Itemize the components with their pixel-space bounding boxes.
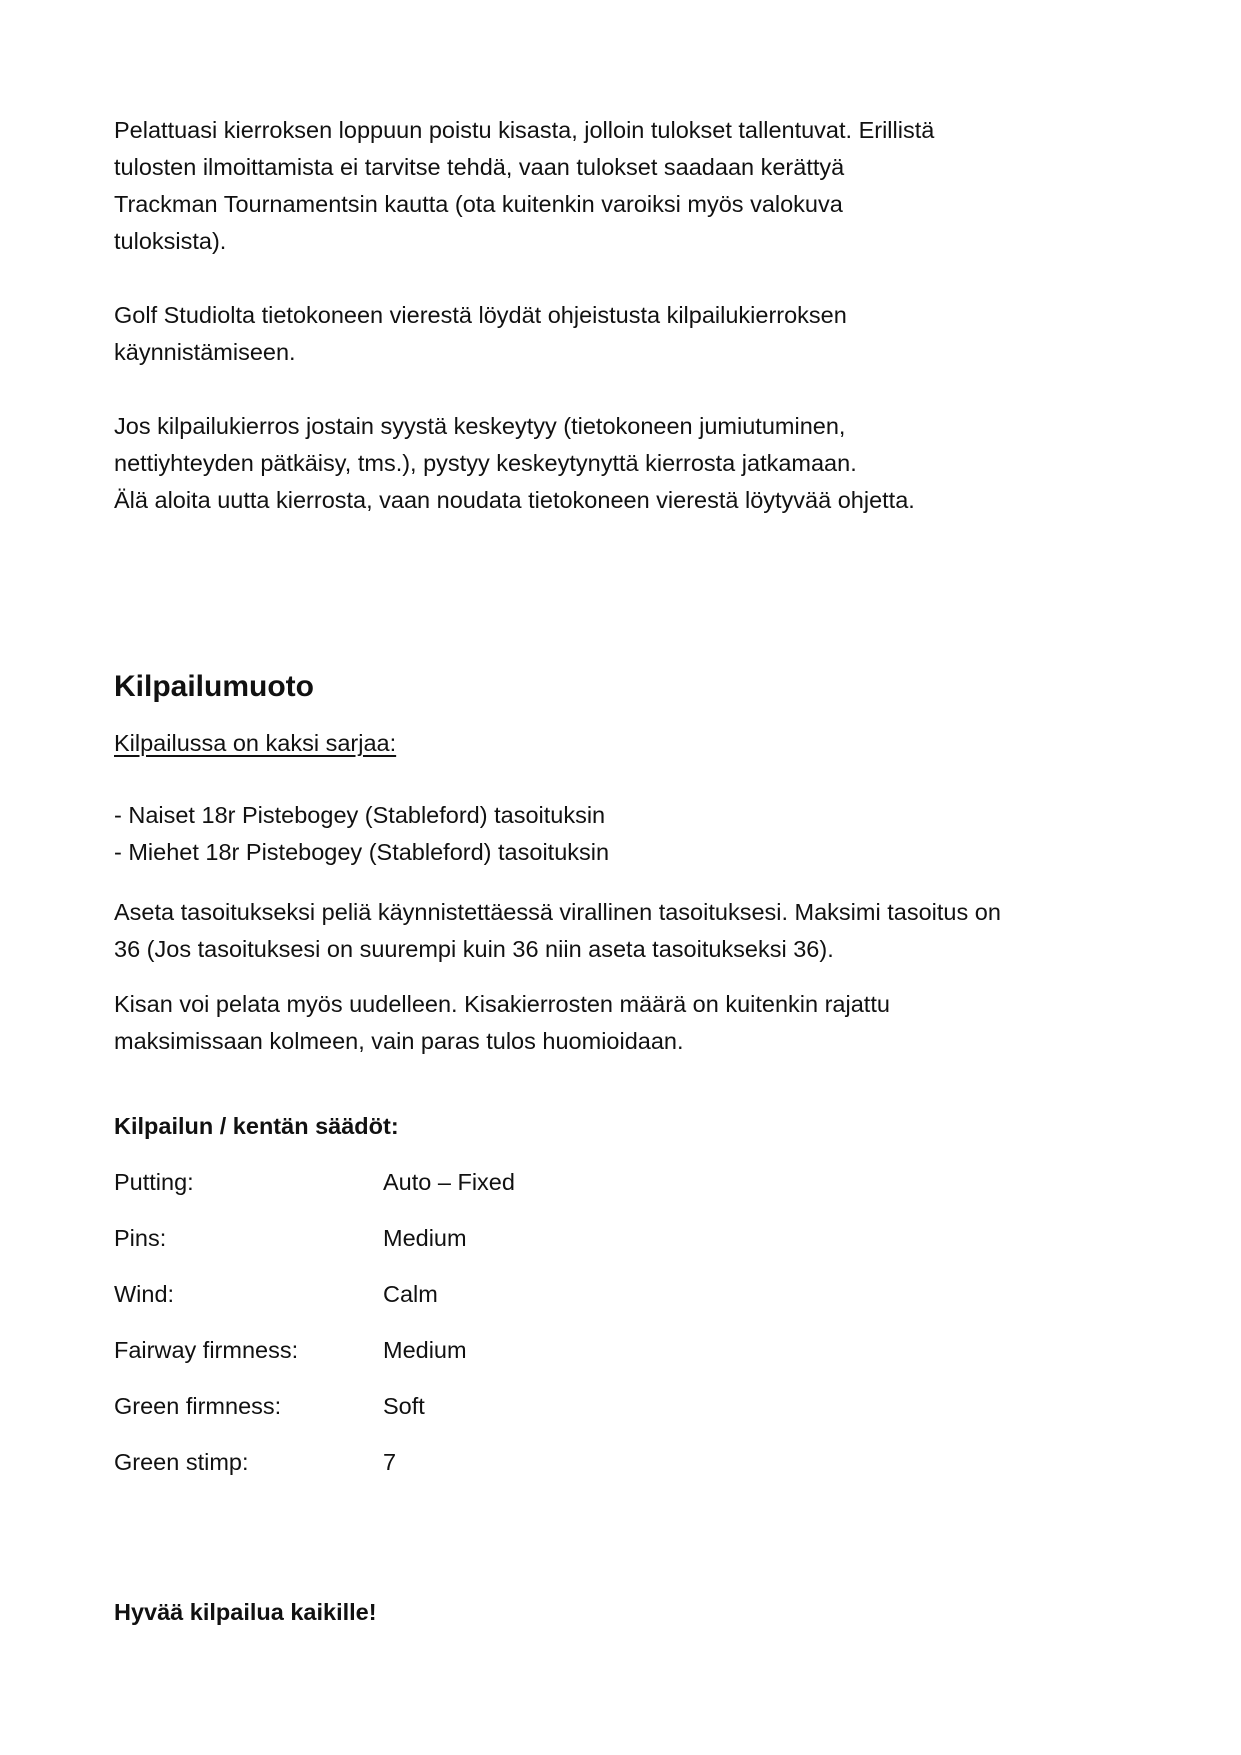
- section-heading: Kilpailumuoto: [114, 670, 314, 703]
- paragraph-instructions-location: [114, 297, 847, 371]
- setting-value: 7: [383, 1449, 397, 1475]
- setting-value: Soft: [383, 1393, 425, 1419]
- setting-label: Fairway firmness:: [114, 1337, 299, 1363]
- paragraph-results-saving: [114, 112, 934, 260]
- text-line: Pelattuasi kierroksen loppuun poistu kisasta, jolloin tulokset tallentuvat. Erillistä: [114, 117, 935, 143]
- text-line: käynnistämiseen.: [114, 339, 296, 365]
- settings-title: Kilpailun / kentän säädöt:: [114, 1113, 399, 1139]
- list-item: - Naiset 18r Pistebogey (Stableford) tasoituksin: [114, 802, 606, 828]
- series-list: [114, 797, 609, 871]
- setting-row-green-stimp: [114, 1444, 814, 1500]
- setting-row-green-firmness: [114, 1388, 814, 1444]
- text-line: nettiyhteyden pätkäisy, tms.), pystyy keskeytynyttä kierrosta jatkamaan.: [114, 450, 857, 476]
- list-item: - Miehet 18r Pistebogey (Stableford) tasoituksin: [114, 839, 610, 865]
- text-line: tuloksista).: [114, 228, 227, 254]
- text-line: Älä aloita uutta kierrosta, vaan noudata tietokoneen vierestä löytyvää ohjetta.: [114, 487, 915, 513]
- setting-row-fairway-firmness: [114, 1332, 814, 1388]
- setting-label: Pins:: [114, 1225, 167, 1251]
- setting-row-putting: [114, 1164, 814, 1220]
- paragraph-replay: [114, 986, 890, 1060]
- text-line: Trackman Tournamentsin kautta (ota kuitenkin varoiksi myös valokuva: [114, 191, 843, 217]
- setting-row-wind: [114, 1276, 814, 1332]
- setting-value: Calm: [383, 1281, 438, 1307]
- settings-table: [114, 1164, 814, 1500]
- paragraph-interruption: [114, 408, 915, 519]
- text-line: maksimissaan kolmeen, vain paras tulos huomioidaan.: [114, 1028, 684, 1054]
- text-line: 36 (Jos tasoituksesi on suurempi kuin 36 niin aseta tasoitukseksi 36).: [114, 936, 834, 962]
- setting-label: Green firmness:: [114, 1393, 282, 1419]
- setting-value: Medium: [383, 1225, 467, 1251]
- text-line: Golf Studiolta tietokoneen vierestä löydät ohjeistusta kilpailukierroksen: [114, 302, 847, 328]
- text-line: Jos kilpailukierros jostain syystä keskeytyy (tietokoneen jumiutuminen,: [114, 413, 846, 439]
- setting-label: Putting:: [114, 1169, 194, 1195]
- paragraph-handicap: [114, 894, 1001, 968]
- setting-label: Green stimp:: [114, 1449, 249, 1475]
- text-line: tulosten ilmoittamista ei tarvitse tehdä, vaan tulokset saadaan kerättyä: [114, 154, 845, 180]
- text-line: Aseta tasoitukseksi peliä käynnistettäessä virallinen tasoituksesi. Maksimi tasoitus on: [114, 899, 1001, 925]
- series-subheading: Kilpailussa on kaksi sarjaa:: [114, 730, 397, 756]
- text-line: Kisan voi pelata myös uudelleen. Kisakierrosten määrä on kuitenkin rajattu: [114, 991, 890, 1017]
- setting-value: Medium: [383, 1337, 467, 1363]
- setting-value: Auto – Fixed: [383, 1169, 515, 1195]
- closing-text: Hyvää kilpailua kaikille!: [114, 1599, 377, 1625]
- setting-row-pins: [114, 1220, 814, 1276]
- setting-label: Wind:: [114, 1281, 175, 1307]
